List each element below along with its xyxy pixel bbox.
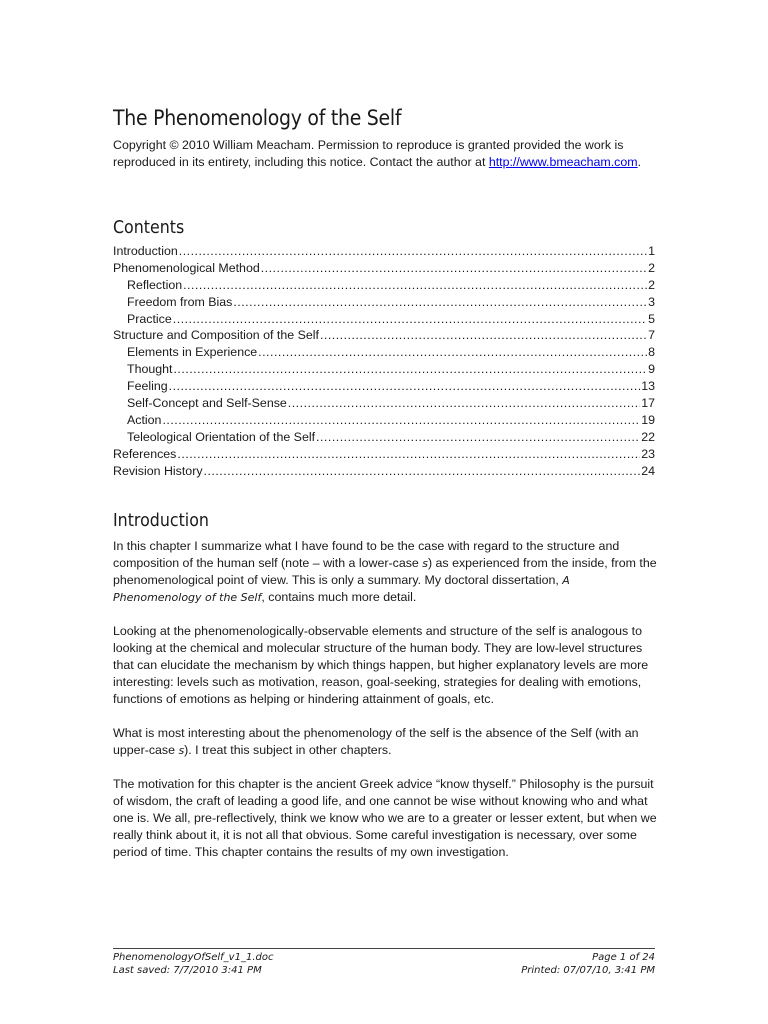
toc-subentry[interactable]	[113, 429, 655, 446]
toc-dot-leader	[177, 446, 640, 463]
intro-p1-text-a: In this chapter I summarize what I have found to be the case with regard to the structure and composition of the human self (note – with a lower-case	[113, 539, 620, 570]
intro-p3-italic-s: s	[178, 744, 185, 757]
toc-subentry[interactable]	[113, 361, 655, 378]
footer-row-1	[113, 951, 655, 964]
toc-dot-leader	[258, 344, 647, 361]
footer-filename: PhenomenologyOfSelf_v1_1.doc	[113, 952, 274, 963]
toc-entry-page: 5	[648, 311, 655, 326]
introduction-body	[113, 538, 658, 878]
toc-entry-label: Teleological Orientation of the Self	[127, 429, 316, 444]
toc-entry-label: Reflection	[127, 277, 183, 292]
toc-entry-label: Practice	[127, 311, 172, 326]
toc-entry-page: 22	[641, 429, 655, 444]
toc-entry-label: Structure and Composition of the Self	[113, 328, 319, 343]
toc-subentry[interactable]	[113, 311, 655, 328]
toc-entry-label: Self-Concept and Self-Sense	[127, 396, 287, 411]
toc-dot-leader	[173, 311, 647, 328]
footer-last-saved: Last saved: 7/7/2010 3:41 PM	[113, 965, 262, 976]
toc-entry-page: 24	[641, 463, 655, 478]
toc-subentry[interactable]	[113, 412, 655, 429]
toc-dot-leader	[183, 277, 647, 294]
table-of-contents	[113, 243, 655, 479]
copyright-text: Copyright © 2010 William Meacham. Permission to reproduce is granted provided the work is reproduced in its entirety, including this notice. Contact the author at	[113, 138, 624, 169]
footer-page-info: Page 1 of 24	[592, 952, 655, 963]
toc-subentry[interactable]	[113, 277, 655, 294]
toc-entry-label: Freedom from Bias	[127, 294, 233, 309]
toc-entry[interactable]	[113, 260, 655, 277]
dissertation-title: A Phenomenology of the Self	[113, 574, 570, 604]
toc-entry-label: Elements in Experience	[127, 345, 258, 360]
toc-dot-leader	[204, 463, 641, 480]
toc-dot-leader	[173, 361, 647, 378]
intro-paragraph-4: The motivation for this chapter is the ancient Greek advice “know thyself.” Philosophy is the pursuit of wisdom, the craft of leading a good life, and one cannot be wise without knowing who and what one is. We all, pre-reflectively, think we know who we are to a greater or lesser extent, but when we really think about it, it is not all that obvious. Some careful investigation is necessary, over some period of time. This chapter contains the results of my own investigation.	[113, 777, 657, 859]
toc-entry-page: 13	[641, 379, 655, 394]
author-website-link[interactable]: http://www.bmeacham.com	[488, 155, 638, 169]
intro-paragraph-3	[113, 725, 658, 759]
copyright-end: .	[637, 155, 642, 169]
toc-entry-page: 8	[648, 345, 655, 360]
toc-dot-leader	[261, 260, 647, 277]
toc-entry-label: References	[113, 446, 177, 461]
toc-entry[interactable]	[113, 446, 655, 463]
toc-entry[interactable]	[113, 243, 655, 260]
intro-p1-text-c: , contains much more detail.	[261, 590, 417, 604]
toc-entry-page: 23	[641, 446, 655, 461]
footer-row-2	[113, 964, 655, 977]
toc-entry-label: Action	[127, 412, 162, 427]
intro-paragraph-2: Looking at the phenomenologically-observable elements and structure of the self is analogous to looking at the chemical and molecular structure of the human body. They are low-level structures that can elucidate the mechanism by which things happen, but higher explanatory levels are more interesting: levels such as motivation, reason, goal-seeking, strategies for dealing with emotions, functions of emotions as helping or hindering attainment of goals, etc.	[113, 624, 649, 706]
toc-entry-page: 7	[648, 328, 655, 343]
intro-p1-italic-s: s	[422, 557, 428, 570]
toc-entry-page: 17	[641, 396, 655, 411]
toc-entry[interactable]	[113, 327, 655, 344]
toc-entry-label: Thought	[127, 362, 173, 377]
toc-dot-leader	[179, 243, 647, 260]
toc-subentry[interactable]	[113, 395, 655, 412]
toc-entry[interactable]	[113, 463, 655, 480]
toc-dot-leader	[316, 429, 640, 446]
toc-entry-page: 3	[648, 294, 655, 309]
toc-entry-page: 2	[648, 260, 655, 275]
toc-dot-leader	[320, 327, 647, 344]
toc-entry-label: Revision History	[113, 463, 203, 478]
toc-subentry[interactable]	[113, 294, 655, 311]
document-title: The Phenomenology of the Self	[113, 106, 402, 130]
toc-entry-page: 2	[648, 277, 655, 292]
toc-entry-label: Introduction	[113, 244, 178, 258]
toc-subentry[interactable]	[113, 344, 655, 361]
footer-printed: Printed: 07/07/10, 3:41 PM	[521, 965, 655, 976]
toc-entry-page: 9	[648, 362, 655, 377]
toc-entry-label: Phenomenological Method	[113, 260, 260, 275]
toc-dot-leader	[162, 412, 640, 429]
copyright-notice	[113, 137, 655, 171]
intro-p3-text-b: ). I treat this subject in other chapters.	[184, 743, 392, 757]
toc-dot-leader	[233, 294, 647, 311]
introduction-heading: Introduction	[113, 510, 209, 531]
toc-entry-page: 19	[641, 412, 655, 427]
intro-p1-text-b: ) as experienced from the inside, from the phenomenological point of view. This is only a summary. My doctoral dissertation,	[113, 556, 657, 587]
intro-paragraph-1	[113, 538, 658, 606]
page-footer	[113, 948, 655, 977]
toc-entry-page: 1	[648, 244, 655, 258]
toc-subentry[interactable]	[113, 378, 655, 395]
toc-entry-label: Feeling	[127, 379, 168, 394]
intro-p3-text-a: What is most interesting about the phenomenology of the self is the absence of the Self (with an upper-case	[113, 726, 639, 757]
toc-dot-leader	[169, 378, 641, 395]
toc-dot-leader	[288, 395, 640, 412]
contents-heading: Contents	[113, 217, 185, 238]
